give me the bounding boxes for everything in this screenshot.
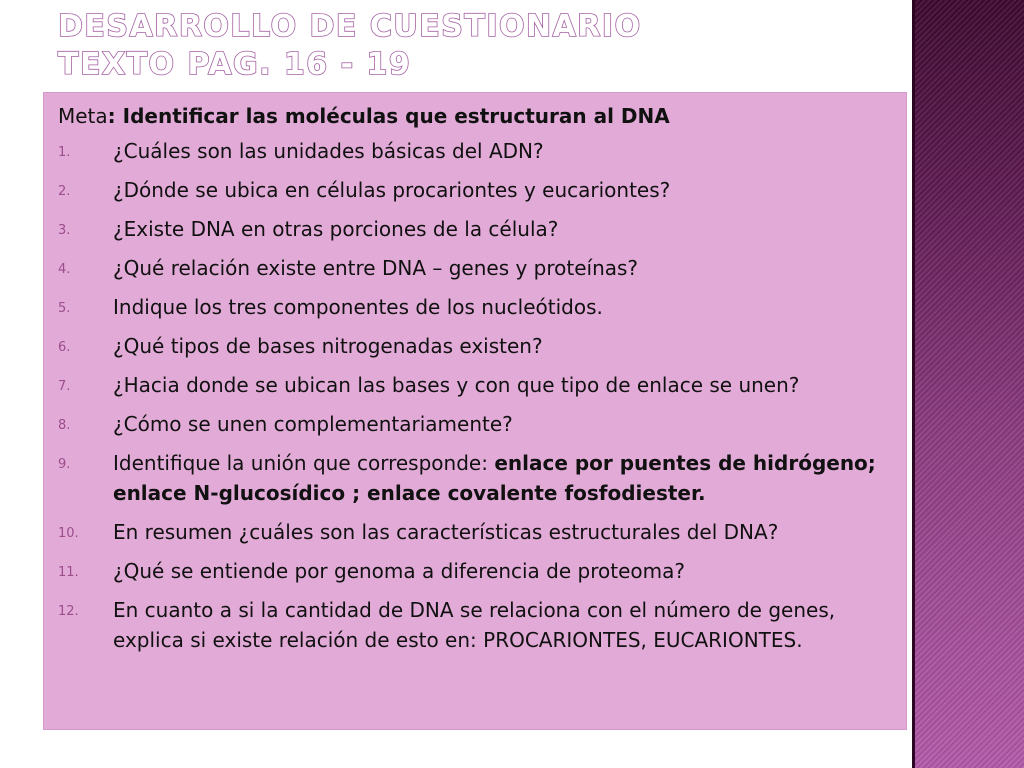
question-number: 6. bbox=[58, 340, 71, 355]
question-item bbox=[58, 331, 888, 361]
question-number: 5. bbox=[58, 301, 71, 316]
title-line-2: TEXTO PAG. 16 - 19 bbox=[58, 47, 412, 82]
decorative-side-band bbox=[912, 0, 1024, 768]
question-text: Indique los tres componentes de los nucleótidos. bbox=[113, 295, 603, 319]
goal-text: : Identificar las moléculas que estructuran al DNA bbox=[107, 104, 670, 128]
question-text: ¿Existe DNA en otras porciones de la célula? bbox=[113, 217, 559, 241]
question-list bbox=[58, 136, 888, 655]
question-number: 8. bbox=[58, 418, 71, 433]
question-item bbox=[58, 556, 888, 586]
question-item bbox=[58, 175, 888, 205]
question-number: 11. bbox=[58, 565, 79, 580]
question-number: 10. bbox=[58, 526, 79, 541]
goal-statement bbox=[58, 103, 888, 130]
question-text: ¿Hacia donde se ubican las bases y con que tipo de enlace se unen? bbox=[113, 373, 800, 397]
question-number: 9. bbox=[58, 457, 71, 472]
question-item bbox=[58, 448, 888, 508]
content-box bbox=[44, 93, 906, 729]
question-item bbox=[58, 409, 888, 439]
question-bold-text: enlace por puentes de hidrógeno; enlace N-glucosídico ; enlace covalente fosfodiester. bbox=[113, 451, 876, 505]
question-item bbox=[58, 370, 888, 400]
question-text: ¿Qué relación existe entre DNA – genes y proteínas? bbox=[113, 256, 639, 280]
question-text: ¿Qué se entiende por genoma a diferencia de proteoma? bbox=[113, 559, 685, 583]
question-text: ¿Qué tipos de bases nitrogenadas existen? bbox=[113, 334, 543, 358]
question-text: En cuanto a si la cantidad de DNA se relaciona con el número de genes, explica si existe relación de esto en: PROCARIONTES, EUCARIONTES. bbox=[113, 598, 836, 652]
question-number: 3. bbox=[58, 223, 71, 238]
question-text: ¿Dónde se ubica en células procariontes y eucariontes? bbox=[113, 178, 671, 202]
question-number: 4. bbox=[58, 262, 71, 277]
question-number: 7. bbox=[58, 379, 71, 394]
goal-prefix: Meta bbox=[58, 104, 108, 128]
question-item bbox=[58, 595, 888, 655]
title-line-1: DESARROLLO DE CUESTIONARIO bbox=[58, 9, 642, 44]
slide-title bbox=[58, 8, 898, 84]
question-text: En resumen ¿cuáles son las características estructurales del DNA? bbox=[113, 520, 779, 544]
question-number: 2. bbox=[58, 184, 71, 199]
question-text: ¿Cuáles son las unidades básicas del ADN? bbox=[113, 139, 544, 163]
question-item bbox=[58, 253, 888, 283]
question-item bbox=[58, 136, 888, 166]
question-number: 12. bbox=[58, 604, 79, 619]
question-item bbox=[58, 214, 888, 244]
question-number: 1. bbox=[58, 145, 71, 160]
question-text: Identifique la unión que corresponde: bbox=[113, 451, 495, 475]
question-item bbox=[58, 517, 888, 547]
question-text: ¿Cómo se unen complementariamente? bbox=[113, 412, 513, 436]
question-item bbox=[58, 292, 888, 322]
